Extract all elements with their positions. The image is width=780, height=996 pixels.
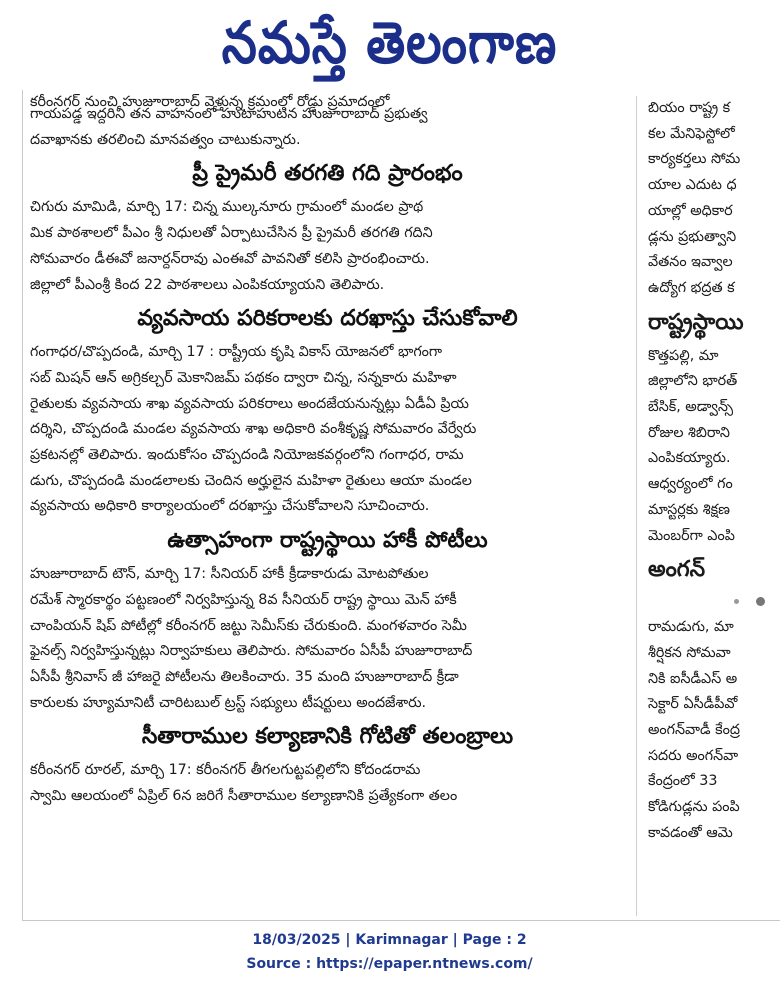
right-line: యాల్లో అధికార [648,202,733,219]
masthead [0,0,779,86]
article-line: డుగు, చొప్పదండి మండలాలకు చెందిన అర్హులైన మహిళా రైతులు ఆయా మండల [30,472,472,489]
right-line: కల మేనిఫెస్టోలో [648,125,735,142]
intro-cut-line: కరీంనగర్ నుంచి హుజూరాబాద్ వెళ్తున్న క్రమంలో రోడ్డు ప్రమాదంలో [30,94,390,110]
article-line: వ్యవసాయ అధికారి కార్యాలయంలో దరఖాస్తు చేసుకోవాలని సూచించారు. [30,498,430,515]
right-line: జిల్లాలోని భారత్ [648,373,738,390]
intro-line: గాయపడ్డ ఇద్దరినీ తన వాహనంలో హుటాహుటిన హుజూరాబాద్ ప్రభుత్వ [30,106,428,122]
right-column [648,96,779,916]
right-line: యాల ఎదుట ధ [648,177,737,194]
right-line: బియం రాష్ట్ర క [648,100,731,116]
right-line: శీర్షికన సోమవా [648,644,731,661]
article-line: రైతులకు వ్యవసాయ శాఖ వ్యవసాయ పరికరాలు అందజేయనున్నట్లు ఏడీఏ ప్రియ [30,395,469,412]
right-line: ఎంపికయ్యారు. [648,450,731,467]
right-line: కోడిగుడ్లను పంపి [648,799,740,816]
article-talambralu [30,716,625,809]
right-line: ఉద్యోగ భద్రత క [648,279,735,296]
article-line: చాంపియన్ షిప్ పోటీల్లో కరీంనగర్ జట్టు సెమీస్‌కు చేరుకుంది. మంగళవారం సెమీ [30,617,467,634]
article-headline: వ్యవసాయ పరికరాలకు దరఖాస్తు చేసుకోవాలి [137,306,518,332]
article-preprimary [30,153,625,298]
article-hockey [30,520,625,716]
article-headline: ప్రీ ప్రైమరీ తరగతి గది ప్రారంభం [192,161,463,187]
small-dot-icon [734,599,739,604]
article-headline: సీతారాముల కల్యాణానికి గోటితో తలంబ్రాలు [141,724,514,750]
article-line: సబ్ మిషన్ ఆన్ అగ్రికల్చర్ మెకానిజమ్ పథకం ద్వారా చిన్న, సన్నకారు మహిళా [30,369,457,386]
right-line: ఆధ్వర్యంలో గం [648,476,733,493]
right-line: సెక్టార్ ఏసీడీపీవో [648,696,738,713]
article-line: మిక పాఠశాలలో పీఎం శ్రీ నిధులతో ఏర్పాటుచేసిన ప్రీ ప్రైమరీ తరగతి గదిని [30,225,433,242]
right-line: కార్యకర్తలు సోమ [648,151,741,168]
edition-info: 18/03/2025 | Karimnagar | Page : 2 [252,932,527,948]
right-line: డ్లను ప్రభుత్వాని [648,228,737,245]
article-line: రమేశ్ స్మారకార్థం పట్టణంలో నిర్వహిస్తున్న 8వ సీనియర్ రాష్ట్ర స్థాయి మెన్ హాకీ [30,591,457,608]
right-line: కేంద్రంలో 33 [648,773,718,790]
article-line: ఏసీపీ శ్రీనివాస్ జీ హాజరై పోటీలను తిలకించారు. 35 మంది హుజూరాబాద్ క్రీడా [30,668,459,685]
article-line: గంగాధర/చొప్పదండి, మార్చి 17 : రాష్ట్రీయ కృషి వికాస్ యోజనలో భాగంగా [30,344,443,361]
article-line: కరీంనగర్ రూరల్, మార్చి 17: కరీంనగర్ తీగలగుట్టపల్లిలోని కోదండరామ [30,762,421,779]
bullet-dots [648,591,779,615]
right-line: కావడంతో ఆమె [648,824,733,841]
right-line: మెంబర్‌గా ఎంపి [648,527,735,544]
right-line: సదరు అంగన్‌వా [648,747,739,764]
article-line: కారులకు హ్యూమానిటీ చారిటబుల్ ట్రస్ట్ సభ్యులు టీషర్టులు అందజేశారు. [30,694,427,711]
article-line: ఫైనల్స్ నిర్వహిస్తున్నట్లు నిర్వాహకులు తెలిపారు. సోమవారం ఏసీపీ హుజూరాబాద్ [30,643,473,660]
source-link[interactable]: Source : https://epaper.ntnews.com/ [246,956,533,972]
right-line: కొత్తపల్లి, మా [648,347,719,364]
column-divider [636,96,637,916]
article-headline: ఉత్సాహంగా రాష్ట్రస్థాయి హాకీ పోటీలు [167,528,488,554]
bullet-dot-icon [756,597,765,606]
article-line: హుజూరాబాద్ టౌన్, మార్చి 17: సీనియర్ హాకీ క్రీడాకారుడు మోటపోతుల [30,566,429,583]
newspaper-logo: నమస్తే తెలంగాణ [221,9,558,77]
clipped-first-line [30,90,625,110]
right-headline: రాష్ట్రస్థాయి [648,309,744,335]
article-line: ప్రకటనల్లో తెలిపారు. ఇందుకోసం చొప్పదండి నియోజకవర్గంలోని గంగాధర, రామ [30,447,464,464]
right-line: నికి ఐసీడీఎస్ అ [648,670,738,687]
article-agri-equipment [30,298,625,520]
article-line: జిల్లాలో పీఎంశ్రీ కింద 22 పాఠశాలలు ఎంపికయ్యాయని తెలిపారు. [30,276,385,293]
right-headline: అంగన్ [648,557,706,583]
article-line: స్వామి ఆలయంలో ఏప్రిల్ 6న జరిగే సీతారాముల కల్యాణానికి ప్రత్యేకంగా తలం [30,788,458,805]
page-footer [0,928,779,976]
right-line: రోజుల శిబిరాని [648,424,730,441]
article-line: దర్శిని, చొప్పదండి మండల వ్యవసాయ శాఖ అధికారి వంశీకృష్ణ సోమవారం వేర్వేరు [30,421,477,438]
right-line: మాస్టర్లకు శిక్షణ [648,501,730,518]
intro-line: దవాఖానకు తరలించి మానవత్వం చాటుకున్నారు. [30,131,301,148]
article-line: చిగురు మామిడి, మార్చి 17: చిన్న ముల్కనూరు గ్రామంలో మండల ప్రాథ [30,199,424,216]
right-line: రామడుగు, మా [648,619,734,636]
right-line: అంగన్‌వాడీ కేంద్ర [648,722,740,739]
right-line: వేతనం ఇవ్వాల [648,254,733,271]
right-line: బేసిక్, అడ్వాన్స్ [648,399,734,416]
main-column [30,96,625,916]
article-line: సోమవారం డీఈవో జనార్దన్‌రావు ఎంఈవో పావనితో కలిసి ప్రారంభించారు. [30,250,430,267]
